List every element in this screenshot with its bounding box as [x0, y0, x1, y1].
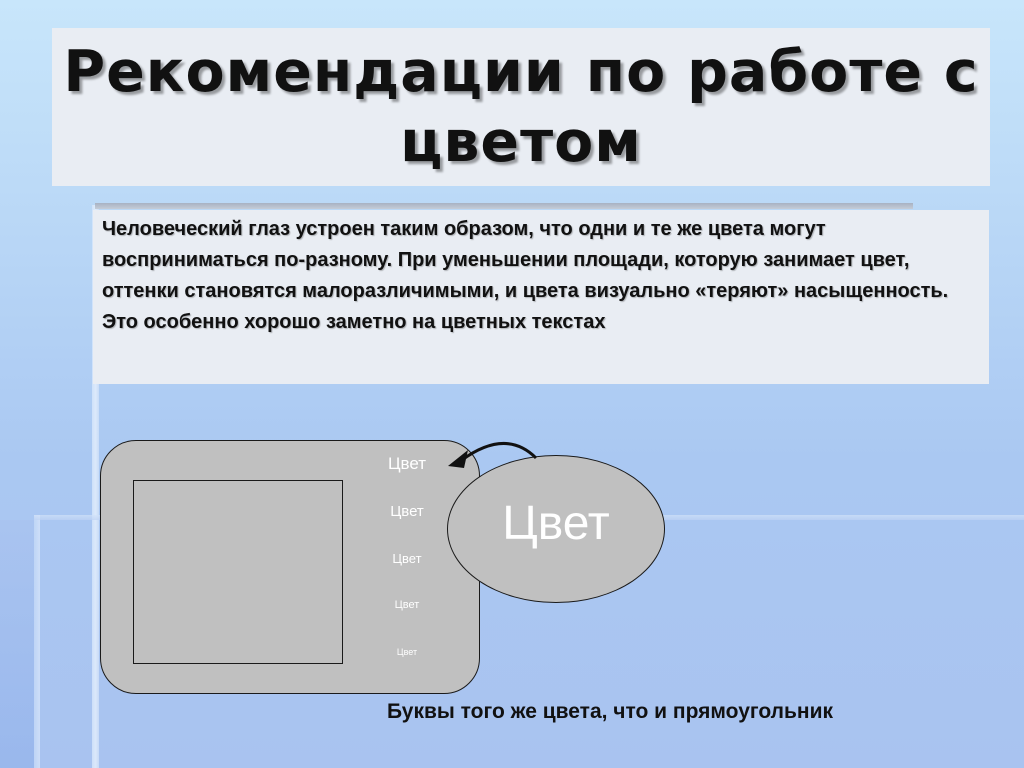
color-word: Цвет	[392, 551, 422, 566]
title-underline	[95, 203, 913, 209]
color-word: Цвет	[387, 454, 427, 473]
inner-square	[133, 480, 343, 664]
curved-arrow-icon	[440, 430, 550, 470]
title-box	[52, 28, 990, 186]
callout-ellipse	[447, 455, 665, 603]
decorative-stripe	[34, 515, 40, 768]
color-word: Цвет	[390, 503, 424, 520]
caption: Буквы того же цвета, что и прямоугольник	[386, 700, 834, 723]
color-word: Цвет	[396, 647, 418, 657]
background-panel	[0, 520, 34, 768]
color-word: Цвет	[394, 599, 420, 611]
slide-title: Рекомендации по работе с цветом	[63, 39, 979, 175]
ellipse-word: Цвет	[502, 496, 610, 550]
body-paragraph: Человеческий глаз устроен таким образом, что одни и те же цвета могут восприниматься по-разному. При уменьшении площади, которую занимает цвет, оттенки становятся малоразличимыми, и цвета визуально «теряют» насыщенность. Это особенно хорошо заметно на цветных текстах	[102, 218, 949, 333]
